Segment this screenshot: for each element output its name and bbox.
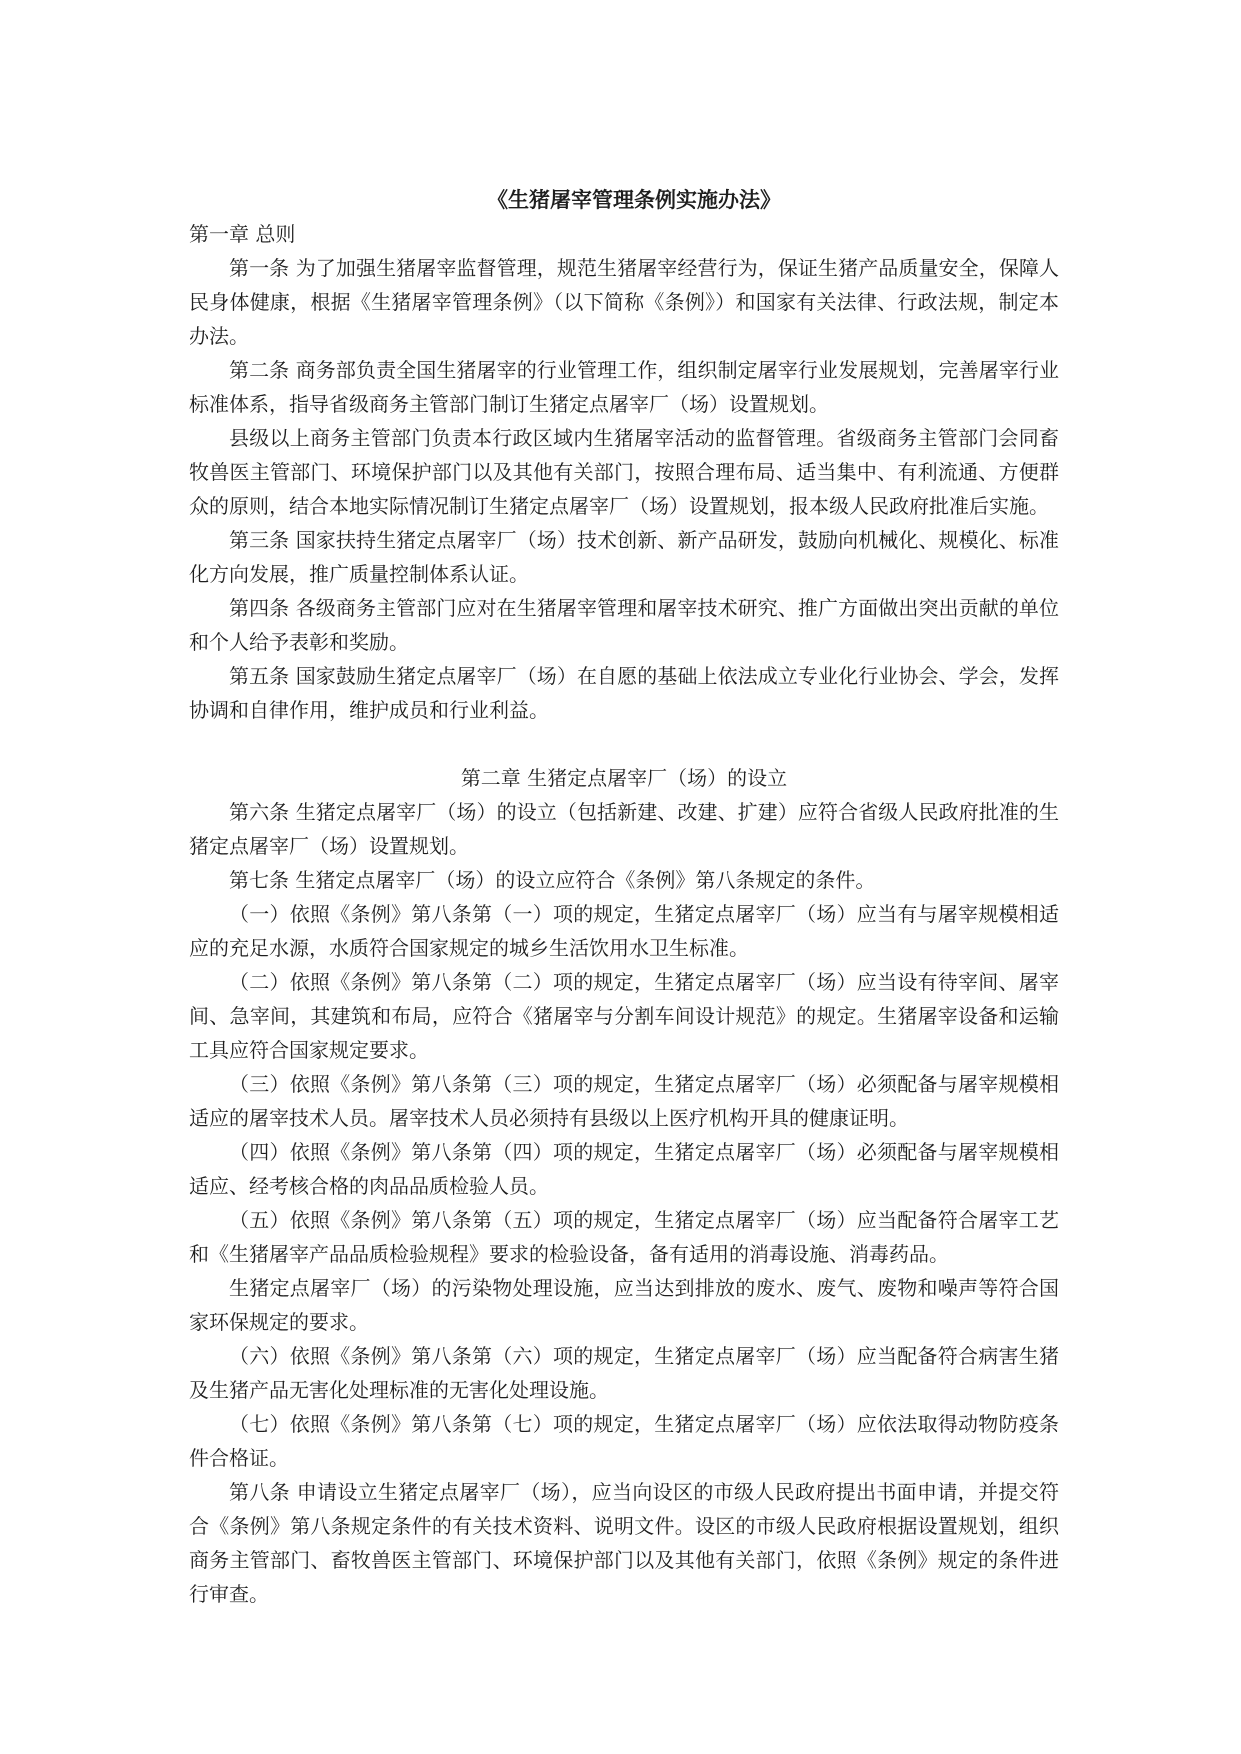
document-title: 《生猪屠宰管理条例实施办法》 xyxy=(487,187,781,212)
article-5-paragraph: 第五条 国家鼓励生猪定点屠宰厂（场）在自愿的基础上依法成立专业化行业协会、学会，发挥协调和自律作用，维护成员和行业利益。 xyxy=(189,664,1059,722)
article-7-item-6: （六）依照《条例》第八条第（六）项的规定，生猪定点屠宰厂（场）应当配备符合病害生猪及生猪产品无害化处理标准的无害化处理设施。 xyxy=(189,1344,1059,1402)
article-7-item-4: （四）依照《条例》第八条第（四）项的规定，生猪定点屠宰厂（场）必须配备与屠宰规模相适应、经考核合格的肉品品质检验人员。 xyxy=(189,1140,1059,1198)
article-6-paragraph: 第六条 生猪定点屠宰厂（场）的设立（包括新建、改建、扩建）应符合省级人民政府批准的生猪定点屠宰厂（场）设置规划。 xyxy=(189,800,1059,858)
article-7-item-3: （三）依照《条例》第八条第（三）项的规定，生猪定点屠宰厂（场）必须配备与屠宰规模相适应的屠宰技术人员。屠宰技术人员必须持有县级以上医疗机构开具的健康证明。 xyxy=(189,1072,1059,1130)
article-7-item-5: （五）依照《条例》第八条第（五）项的规定，生猪定点屠宰厂（场）应当配备符合屠宰工艺和《生猪屠宰产品品质检验规程》要求的检验设备，备有适用的消毒设施、消毒药品。 xyxy=(189,1208,1059,1266)
article-7-item-2: （二）依照《条例》第八条第（二）项的规定，生猪定点屠宰厂（场）应当设有待宰间、屠宰间、急宰间，其建筑和布局，应符合《猪屠宰与分割车间设计规范》的规定。生猪屠宰设备和运输工具应符合国家规定要求。 xyxy=(189,970,1059,1062)
article-8-paragraph: 第八条 申请设立生猪定点屠宰厂（场），应当向设区的市级人民政府提出书面申请，并提交符合《条例》第八条规定条件的有关技术资料、说明文件。设区的市级人民政府根据设置规划，组织商务主管部门、畜牧兽医主管部门、环境保护部门以及其他有关部门，依照《条例》规定的条件进行审查。 xyxy=(189,1480,1059,1606)
article-7-paragraph: 第七条 生猪定点屠宰厂（场）的设立应符合《条例》第八条规定的条件。 xyxy=(229,868,876,892)
chapter-2-heading: 第二章 生猪定点屠宰厂（场）的设立 xyxy=(460,766,788,790)
article-7-item-5-continued: 生猪定点屠宰厂（场）的污染物处理设施，应当达到排放的废水、废气、废物和噪声等符合国家环保规定的要求。 xyxy=(189,1276,1059,1334)
chapter-1-heading: 第一章 总则 xyxy=(189,222,296,246)
article-2-paragraph: 第二条 商务部负责全国生猪屠宰的行业管理工作，组织制定屠宰行业发展规划，完善屠宰行业标准体系，指导省级商务主管部门制订生猪定点屠宰厂（场）设置规划。 xyxy=(189,358,1059,416)
article-4-paragraph: 第四条 各级商务主管部门应对在生猪屠宰管理和屠宰技术研究、推广方面做出突出贡献的单位和个人给予表彰和奖励。 xyxy=(189,596,1059,654)
article-3-paragraph: 第三条 国家扶持生猪定点屠宰厂（场）技术创新、新产品研发，鼓励向机械化、规模化、标准化方向发展，推广质量控制体系认证。 xyxy=(189,528,1059,586)
article-7-item-1: （一）依照《条例》第八条第（一）项的规定，生猪定点屠宰厂（场）应当有与屠宰规模相适应的充足水源，水质符合国家规定的城乡生活饮用水卫生标准。 xyxy=(189,902,1059,960)
article-2-continued-paragraph: 县级以上商务主管部门负责本行政区域内生猪屠宰活动的监督管理。省级商务主管部门会同畜牧兽医主管部门、环境保护部门以及其他有关部门，按照合理布局、适当集中、有利流通、方便群众的原则，结合本地实际情况制订生猪定点屠宰厂（场）设置规划，报本级人民政府批准后实施。 xyxy=(189,426,1059,518)
article-7-item-7: （七）依照《条例》第八条第（七）项的规定，生猪定点屠宰厂（场）应依法取得动物防疫条件合格证。 xyxy=(189,1412,1059,1470)
article-1-paragraph: 第一条 为了加强生猪屠宰监督管理，规范生猪屠宰经营行为，保证生猪产品质量安全，保障人民身体健康，根据《生猪屠宰管理条例》（以下简称《条例》）和国家有关法律、行政法规，制定本办法。 xyxy=(189,256,1059,348)
